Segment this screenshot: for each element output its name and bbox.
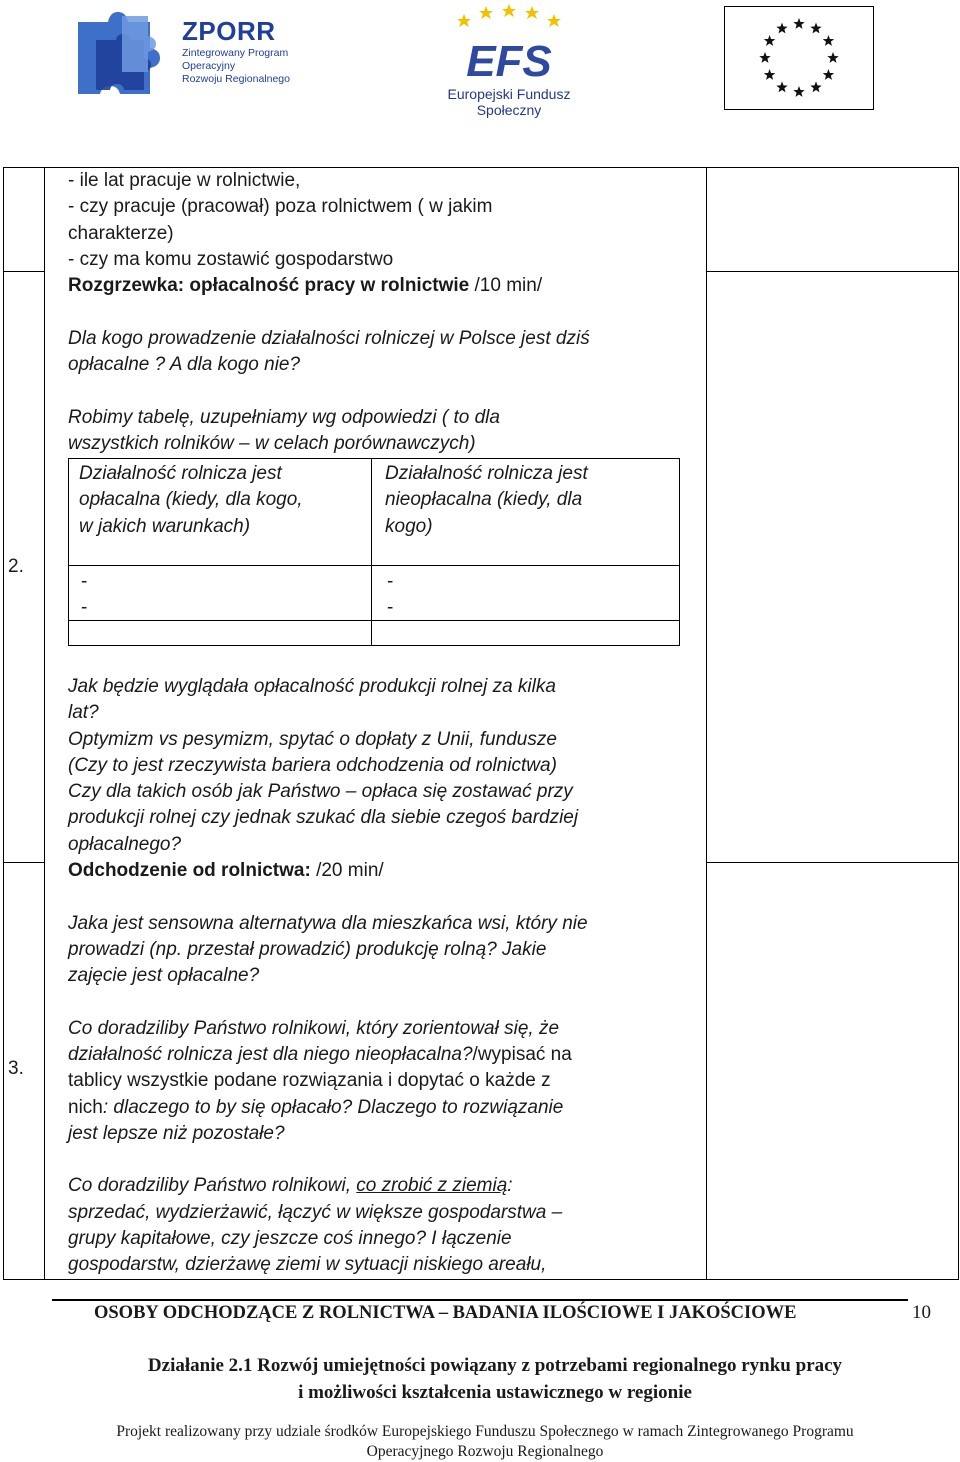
footer-project: Projekt realizowany przy udziale środków Europejskiego Funduszu Społecznego w ramach Zintegrowanego Programu Operacyjnego Rozwoju Regionalnego [116, 1423, 854, 1460]
eu-star-icon [776, 81, 787, 92]
eu-star-icon [793, 86, 804, 97]
content-line: Optymizm vs pesymizm, spytać o dopłaty z Unii, fundusze [68, 728, 557, 750]
eu-star-icon [764, 35, 776, 46]
zporr-title: ZPORR [182, 16, 276, 46]
content-line: lat? [68, 702, 99, 724]
content-line: Dla kogo prowadzenie działalności rolniczej w Polsce jest dziś [68, 327, 590, 349]
content-line: nich: dlaczego to by się opłacało? Dlaczego to rozwiązanie [68, 1096, 564, 1118]
leave-title: Odchodzenie od rolnictwa: [68, 860, 311, 882]
lesson-content [68, 168, 704, 457]
content-line: charakterze) [68, 222, 174, 244]
content-line: opłacalne ? A dla kogo nie? [68, 354, 301, 376]
profitable-items: - - [81, 571, 88, 619]
efs-caption: Europejski Fundusz Społeczny [447, 86, 571, 118]
content-line: grupy kapitałowe, czy jeszcze coś innego? I łączenie [68, 1227, 512, 1249]
zporr-logo [74, 10, 304, 102]
warmup-heading [68, 273, 704, 299]
content-line: produkcji rolnej czy jednak szukać dla siebie czegoś bardziej [68, 807, 579, 829]
warmup-time: /10 min/ [469, 275, 543, 297]
eu-star-icon [810, 81, 821, 92]
row-number-3: 3. [8, 1058, 24, 1079]
content-line: opłacalnego? [68, 833, 182, 855]
content-line: - czy ma komu zostawić gospodarstwo [68, 248, 394, 270]
content-line: gospodarstw, dzierżawę ziemi w sytuacji niskiego areału, [68, 1254, 547, 1276]
eu-star-icon [776, 23, 787, 34]
eu-star-icon [793, 18, 804, 29]
warmup-title: Rozgrzewka: opłacalność pracy w rolnictwie [68, 275, 470, 297]
eu-star-icon [764, 69, 776, 80]
unprofitable-header: Działalność rolnicza jest nieopłacalna (kiedy, dla kogo) [385, 463, 588, 537]
content-line: działalność rolnicza jest dla niego nieopłacalna?/wypisać na [68, 1044, 572, 1066]
puzzle-icon [74, 10, 178, 102]
content-line: wszystkich rolników – w celach porównawczych) [68, 432, 476, 454]
content-line: - czy pracuje (pracował) poza rolnictwem ( w jakim [68, 196, 493, 218]
underlined-phrase: co zrobić z ziemią [356, 1175, 508, 1197]
zporr-subtitle-3: Rozwoju Regionalnego [182, 73, 290, 85]
leave-time: /20 min/ [310, 860, 384, 882]
leave-heading [68, 858, 704, 884]
comparison-table [68, 458, 680, 646]
eu-flag [724, 6, 874, 110]
eu-star-icon [823, 35, 835, 46]
eu-star-icon [823, 69, 835, 80]
content-line: sprzedać, wydzierżawić, łączyć w większe gospodarstwa – [68, 1201, 563, 1223]
content-line: Jak będzie wyglądała opłacalność produkcji rolnej za kilka [68, 676, 556, 697]
content-line: Robimy tabelę, uzupełniamy wg odpowiedzi ( to dla [68, 406, 500, 428]
zporr-subtitle-2: Operacyjny [182, 60, 236, 72]
efs-stars-icon [420, 4, 598, 84]
content-line: tablicy wszystkie podane rozwiązania i dopytać o każde z [68, 1070, 551, 1092]
unprofitable-items: - - [387, 571, 394, 619]
content-line: - ile lat pracuje w rolnictwie, [68, 170, 301, 191]
footer-title: OSOBY ODCHODZĄCE Z ROLNICTWA – BADANIA ILOŚCIOWE I JAKOŚCIOWE [94, 1303, 797, 1323]
eu-flag-icon [725, 7, 873, 109]
content-line: (Czy to jest rzeczywista bariera odchodzenia od rolnictwa) [68, 754, 557, 776]
zporr-subtitle-1: Zintegrowany Program [182, 47, 289, 59]
profitable-header: Działalność rolnicza jest opłacalna (kiedy, dla kogo, w jakich warunkach) [79, 463, 303, 537]
content-line: Co doradziliby Państwo rolnikowi, który zorientował się, że [68, 1017, 560, 1039]
content-line: Co doradziliby Państwo rolnikowi, co zrobić z ziemią: [68, 1175, 513, 1197]
page-number: 10 [912, 1302, 931, 1323]
footer-action: Działanie 2.1 Rozwój umiejętności powiązany z potrzebami regionalnego rynku pracy i możliwości kształcenia ustawicznego w regionie [147, 1355, 843, 1403]
content-line: Czy dla takich osób jak Państwo – opłaca się zostawać przy [68, 781, 573, 803]
content-line: jest lepsze niż pozostałe? [68, 1123, 285, 1145]
eu-star-icon [759, 52, 770, 63]
row-number-2: 2. [8, 556, 24, 577]
content-line: prowadzi (np. przestał prowadzić) produkcję rolną? Jakie [68, 938, 547, 960]
eu-star-icon [827, 52, 838, 63]
efs-logo [420, 4, 598, 118]
eu-star-icon [810, 23, 821, 34]
content-line: zajęcie jest opłacalne? [68, 965, 260, 987]
footer-rule [52, 1299, 908, 1301]
content-line: Jaka jest sensowna alternatywa dla mieszkańca wsi, który nie [68, 912, 588, 934]
lesson-content-2 [68, 674, 704, 1279]
efs-mark: EFS [466, 37, 552, 84]
